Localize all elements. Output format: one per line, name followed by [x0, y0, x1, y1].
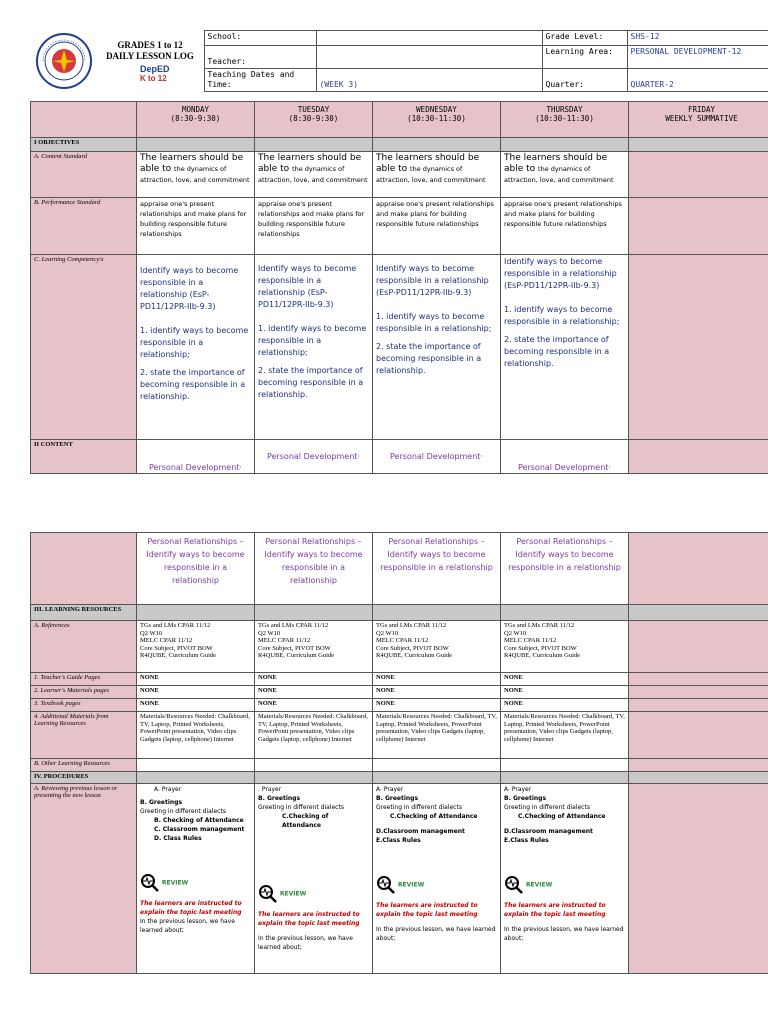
competency-thursday: Identify ways to become responsible in a relationship (EsP-PD11/12PR-IIb-9.3) 1. identify ways to become responsible in a relationship; 2. state the importance of becoming responsible in a relationship.	[501, 255, 629, 440]
magnifier-review-icon	[140, 873, 160, 893]
teaching-dates-label: Teaching Dates and Time:	[204, 69, 316, 92]
tg-pages-monday: NONE	[137, 673, 255, 686]
lesson-log-table-page1	[30, 101, 768, 474]
content-topic-tuesday: Personal Relationships – Identify ways to become responsible in a relationship	[255, 533, 373, 605]
content-topic-monday: Personal Relationships – Identify ways to become responsible in a relationship	[137, 533, 255, 605]
content-topic-label	[31, 533, 137, 605]
content-standard-label: A. Content Standard	[31, 152, 137, 198]
other-resources-label: B. Other Learning Resources	[31, 759, 137, 772]
content-topic-thursday: Personal Relationships – Identify ways to become responsible in a relationship	[501, 533, 629, 605]
competency-monday: Identify ways to become responsible in a relationship (EsP-PD11/12PR-IIb-9.3) 1. identify ways to become responsible in a relationship; 2. state the importance of becoming responsible in a relationship.	[137, 255, 255, 440]
procedure-thursday: A. Prayer B. Greetings Greeting in different dialects C.Checking of Attendance D.Classroom management E.Class Rules REVIEW The learners are instructed to explain the topic last meeting In the previous lesson, we have learned about;	[501, 784, 629, 974]
day-header-tuesday: TUESDAY (8:30-9:30)	[255, 102, 373, 138]
content-standard-friday	[629, 152, 768, 198]
competency-friday	[629, 255, 768, 440]
content-monday: Personal Development·	[137, 440, 255, 474]
day-header-thursday: THURSDAY (10:30-11:30)	[501, 102, 629, 138]
tg-pages-tuesday: NONE	[255, 673, 373, 686]
magnifier-review-icon	[504, 875, 524, 895]
content-tuesday: Personal Development·	[255, 440, 373, 474]
school-value[interactable]	[316, 31, 542, 46]
materials-tuesday: Materials/Resources Needed: Chalkboard, TV, Laptop, Printed Worksheets, PowerPoint presentation, Video clips Gadgets (laptop, cellphone) Internet	[255, 712, 373, 759]
magnifier-review-icon	[376, 875, 396, 895]
content-topic-friday	[629, 533, 768, 605]
textbook-pages-monday: NONE	[137, 699, 255, 712]
quarter-label: Quarter:	[542, 69, 627, 92]
learning-resources-label: III. LEARNING RESOURCES	[31, 605, 137, 621]
content-thursday: Personal Development·	[501, 440, 629, 474]
quarter-value[interactable]: QUARTER-2	[627, 69, 768, 92]
textbook-pages-tuesday: NONE	[255, 699, 373, 712]
lm-pages-thursday: NONE	[501, 686, 629, 699]
lesson-log-table-page2	[30, 532, 768, 974]
learning-area-value[interactable]: PERSONAL DEVELOPMENT-12	[627, 46, 768, 69]
k12-logo-text: K to 12	[140, 74, 167, 83]
references-friday	[629, 621, 768, 673]
day-header-monday: MONDAY (8:30-9:30)	[137, 102, 255, 138]
additional-materials-label: 4. Additional Materials from Learning Resources	[31, 712, 137, 759]
day-header-friday: FRIDAY WEEKLY SUMMATIVE	[629, 102, 768, 138]
references-wednesday: TGs and LMs CPAR 11/12 Q2 W10 MELC CPAR 11/12 Core Subject, PIVOT BOW R4QUBE, Curriculum Guide	[373, 621, 501, 673]
performance-standard-monday: appraise one's present relationships and make plans for building responsible future relationships	[137, 198, 255, 255]
tg-pages-thursday: NONE	[501, 673, 629, 686]
content-friday	[629, 440, 768, 474]
procedure-monday: A. Prayer B. Greetings Greeting in different dialects B. Checking of Attendance C. Classroom management D. Class Rules REVIEW The learners are instructed to explain the topic last meeting In the previous lesson, we have learned about;	[137, 784, 255, 974]
deped-logo-text: DepED	[140, 64, 170, 74]
school-label: School:	[204, 31, 316, 46]
objectives-label: I OBJECTIVES	[31, 138, 137, 152]
procedures-label: IV. PROCEDURES	[31, 772, 137, 784]
grade-level-value[interactable]: SHS-12	[627, 31, 768, 46]
header-info-table	[30, 30, 768, 92]
references-label: A. References	[31, 621, 137, 673]
lm-pages-monday: NONE	[137, 686, 255, 699]
materials-monday: Materials/Resources Needed: Chalkboard, TV, Laptop, Printed Worksheets, PowerPoint presentation, Video clips Gadgets (laptop, cellphone) Internet	[137, 712, 255, 759]
textbook-pages-thursday: NONE	[501, 699, 629, 712]
performance-standard-friday	[629, 198, 768, 255]
review-block-monday: REVIEW	[140, 873, 251, 893]
dll-title-line1: GRADES 1 to 12	[117, 40, 183, 50]
tg-pages-wednesday: NONE	[373, 673, 501, 686]
day-header-wednesday: WEDNESDAY (10:30-11:30)	[373, 102, 501, 138]
textbook-pages-wednesday: NONE	[373, 699, 501, 712]
content-standard-tuesday: The learners should be able to the dynamics of attraction, love, and commitment	[255, 152, 373, 198]
grade-level-label: Grade Level:	[542, 31, 627, 46]
materials-thursday: Materials/Resources Needed: Chalkboard, TV, Laptop, Printed Worksheets, PowerPoint presentation, Video clips Gadgets (laptop, cellphone) Internet	[501, 712, 629, 759]
performance-standard-label: B. Performance Standard	[31, 198, 137, 255]
performance-standard-thursday: appraise one's present relationships and make plans for building responsible future relationships	[501, 198, 629, 255]
teaching-dates-value[interactable]: (WEEK 3)	[316, 69, 542, 92]
content-topic-wednesday: Personal Relationships – Identify ways to become responsible in a relationship	[373, 533, 501, 605]
lm-pages-wednesday: NONE	[373, 686, 501, 699]
content-label: II CONTENT	[31, 440, 137, 474]
performance-standard-wednesday: appraise one's present relationships and make plans for building responsible future relationships	[373, 198, 501, 255]
magnifier-review-icon	[258, 884, 278, 904]
content-standard-thursday: The learners should be able to the dynamics of attraction, love, and commitment	[501, 152, 629, 198]
textbook-pages-label: 3. Textbook pages	[31, 699, 137, 712]
lm-pages-tuesday: NONE	[255, 686, 373, 699]
procedure-tuesday: . Prayer B. Greetings Greeting in different dialects C.Checking of Attendance REVIEW The learners are instructed to explain the topic last meeting In the previous lesson, we have learned about;	[255, 784, 373, 974]
teacher-value[interactable]	[316, 46, 542, 69]
corner-cell	[31, 102, 137, 138]
competency-tuesday: Identify ways to become responsible in a relationship (EsP-PD11/12PR-IIb-9.3) 1. identify ways to become responsible in a relationship; 2. state the importance of becoming responsible in a relationship.	[255, 255, 373, 440]
tg-pages-label: 1. Teacher's Guide Pages	[31, 673, 137, 686]
procedure-friday	[629, 784, 768, 974]
content-standard-wednesday: The learners should be able to the dynamics of attraction, love, and commitment	[373, 152, 501, 198]
review-block-wednesday: REVIEW	[376, 875, 497, 895]
reviewing-label: A. Reviewing previous lesson or presenting the new lesson	[31, 784, 137, 974]
references-monday: TGs and LMs CPAR 11/12 Q2 W10 MELC CPAR 11/12 Core Subject, PIVOT BOW R4QUBE, Curriculum Guide	[137, 621, 255, 673]
references-tuesday: TGs and LMs CPAR 11/12 Q2 W10 MELC CPAR 11/12 Core Subject, PIVOT BOW R4QUBE, Curriculum Guide	[255, 621, 373, 673]
procedure-wednesday: A. Prayer B. Greetings Greeting in different dialects C.Checking of Attendance D.Classroom management E.Class Rules REVIEW The learners are instructed to explain the topic last meeting In the previous lesson, we have learned about;	[373, 784, 501, 974]
learning-area-label: Learning Area:	[542, 46, 627, 69]
dll-title-line2: DAILY LESSON LOG	[106, 51, 194, 61]
materials-wednesday: Materials/Resources Needed: Chalkboard, TV, Laptop, Printed Worksheets, PowerPoint presentation, Video clips Gadgets (laptop, cellphone) Internet	[373, 712, 501, 759]
teacher-label: Teacher:	[204, 46, 316, 69]
lm-pages-label: 2. Learner's Materials pages	[31, 686, 137, 699]
competency-wednesday: Identify ways to become responsible in a relationship (EsP-PD11/12PR-IIb-9.3) 1. identify ways to become responsible in a relationship; 2. state the importance of becoming responsible in a relationship.	[373, 255, 501, 440]
content-wednesday: Personal Development·	[373, 440, 501, 474]
references-thursday: TGs and LMs CPAR 11/12 Q2 W10 MELC CPAR 11/12 Core Subject, PIVOT BOW R4QUBE, Curriculum Guide	[501, 621, 629, 673]
review-block-thursday: REVIEW	[504, 875, 625, 895]
learning-competency-label: C. Learning Competency/s	[31, 255, 137, 440]
performance-standard-tuesday: appraise one's present relationships and make plans for building responsible future relationships	[255, 198, 373, 255]
content-standard-monday: The learners should be able to the dynamics of attraction, love, and commitment	[137, 152, 255, 198]
review-block-tuesday: REVIEW	[258, 884, 369, 904]
